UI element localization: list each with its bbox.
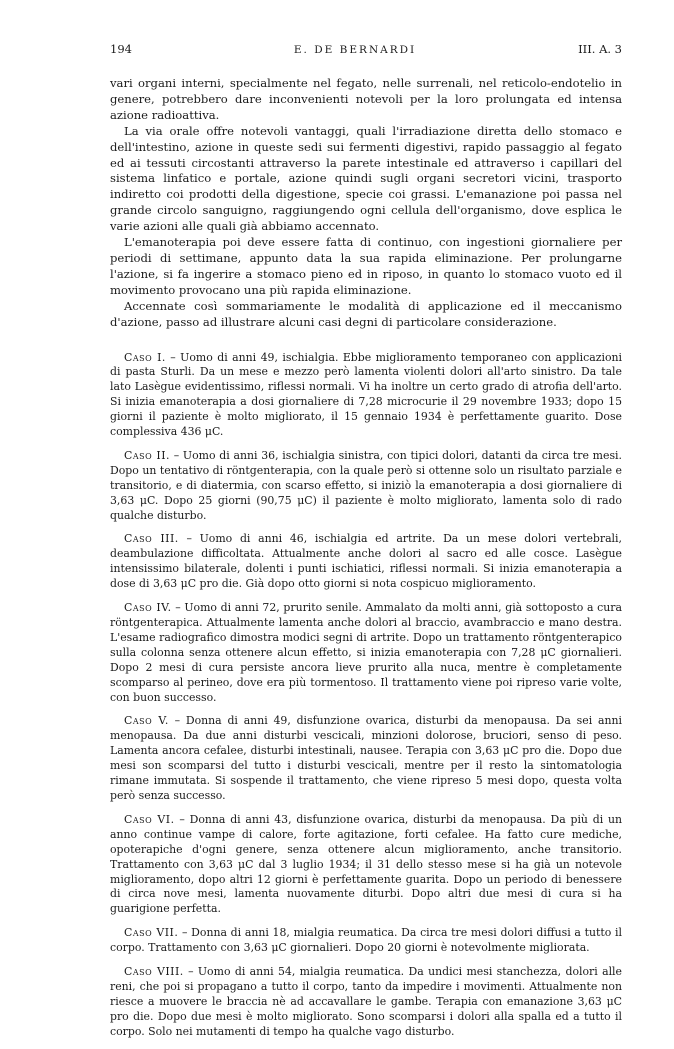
case-label: Caso IV. (124, 601, 172, 615)
case-text: – Donna di anni 18, mialgia reumatica. Da circa tre mesi dolori diffusi a tutto il corpo. Trattamento con 3,63 μC giornalieri. Dopo 20 giorni è notevolmente migliorata. (110, 926, 622, 955)
case-text: – Uomo di anni 46, ischialgia ed artrite. Da un mese dolori vertebrali, deambulazione difficoltata. Attualmente anche dolori al sacro ed alle cosce. Lasègue intensissimo bilaterale, dolenti i punti ischiatici, riflessi normali. Si inizia emanoterapia a dose di 3,63 μC pro die. Già dopo otto giorni si nota cospicuo miglioramento. (110, 532, 622, 591)
case-label: Caso VI. (124, 812, 175, 826)
case-label: Caso I. (124, 350, 166, 364)
case-text: – Uomo di anni 72, prurito senile. Ammalato da molti anni, già sottoposto a cura röntgenterapica. Attualmente lamenta anche dolori al braccio, avambraccio e mano destra. L'esame radiografico dimostra modici segni di artrite. Dopo un trattamento röntgenterapico sulla colonna senza ottenere alcun effetto, si inizia emanoterapia con 7,28 μC giornalieri. Dopo 2 mesi di cura persiste ancora lieve prurito alla nuca, mentre è completamente scomparso al perineo, dove era più tormentoso. Il trattamento viene poi ripreso varie volte, con buon successo. (110, 601, 622, 704)
case-label: Caso VII. (124, 926, 179, 940)
page-number: 194 (110, 42, 132, 56)
body-text (110, 76, 622, 331)
case-text: – Uomo di anni 49, ischialgia. Ebbe miglioramento temporaneo con applicazioni di pasta Sturli. Da un mese e mezzo però lamenta violenti dolori all'arto sinistro. Da tale lato Lasègue evidentissimo, riflessi normali. Vi ha inoltre un certo grado di atrofia dell'arto. Si inizia emanoterapia a dosi giornaliere di 7,28 microcurie il 29 novembre 1933; dopo 15 giorni il paziente è molto migliorato, il 15 gennaio 1934 è perfettamente guarito. Dose complessiva 436 μC. (110, 350, 622, 439)
case-report (110, 965, 622, 1040)
case-text: – Donna di anni 49, disfunzione ovarica, disturbi da menopausa. Da sei anni menopausa. Da due anni disturbi vescicali, minzioni dolorose, bruciori, senso di peso. Lamenta ancora cefalee, disturbi intestinali, nausee. Terapia con 3,63 μC pro die. Dopo due mesi son scomparsi del tutto i disturbi vescicali, mentre per il resto la sintomatologia rimane immutata. Si sospende il trattamento, che viene ripreso 5 mesi dopo, questa volta però senza successo. (110, 714, 622, 802)
running-header (110, 42, 622, 56)
case-label: Caso VIII. (124, 965, 184, 979)
case-text: – Uomo di anni 36, ischialgia sinistra, con tipici dolori, datanti da circa tre mesi. Dopo un tentativo di röntgenterapia, con la quale però si ottenne solo un risultato parziale e transitorio, e di diatermia, con scarso effetto, si iniziò la emanoterapia a dosi giornaliere di 3,63 μC. Dopo 25 giorni (90,75 μC) il paziente è molto migliorato, lamenta solo di rado qualche disturbo. (110, 448, 622, 522)
case-report (110, 714, 622, 803)
paragraph: Accennate così sommariamente le modalità di applicazione ed il meccanismo d'azione, passo ad illustrare alcuni casi degni di particolare considerazione. (110, 298, 622, 329)
case-reports (110, 351, 622, 1040)
case-report (110, 813, 622, 917)
case-text: – Donna di anni 43, disfunzione ovarica, disturbi da menopausa. Da più di un anno continue vampe di calore, forte agitazione, forti cefalee. Ha fatto cure mediche, opoterapiche d'ogni genere, senza ottenere alcun miglioramento, anche transitorio. Trattamento con 3,63 μC dal 3 luglio 1934; il 31 dello stesso mese si ha già un notevole miglioramento, dopo altri 12 giorni è perfettamente guarita. Dopo un periodo di benessere di circa nove mesi, lamenta nuovamente diturbi. Dopo altri due mesi di cura si ha guarigione perfetta. (110, 812, 622, 916)
page (110, 42, 622, 1049)
case-report (110, 926, 622, 956)
case-text: – Uomo di anni 54, mialgia reumatica. Da undici mesi stanchezza, dolori alle reni, che poi si propagano a tutto il corpo, tanto da impedire i movimenti. Attualmente non riesce a muovere le braccia nè ad accavallare le gambe. Terapia con emanazione 3,63 μC pro die. Dopo due mesi è molto migliorato. Sono scomparsi i dolori alla spalla ed a tutto il corpo. Solo nei mutamenti di tempo ha qualche vago disturbo. (110, 965, 622, 1038)
running-author: E. DE BERNARDI (293, 44, 417, 56)
paragraph: vari organi interni, specialmente nel fegato, nelle surrenali, nel reticolo-endotelio in genere, potrebbero dare inconvenienti notevoli per la loro prolungata ed intensa azione radioattiva. (110, 76, 622, 122)
case-report (110, 449, 622, 524)
case-label: Caso V. (124, 714, 169, 728)
case-report (110, 601, 622, 705)
section-number: III. A. 3 (578, 42, 622, 56)
case-label: Caso III. (124, 532, 179, 546)
case-report (110, 351, 622, 440)
paragraph: La via orale offre notevoli vantaggi, quali l'irradiazione diretta dello stomaco e dell'intestino, azione in queste sedi sui fermenti digestivi, rapido passaggio al fegato ed ai tessuti circostanti attraverso la parete intestinale ed attraverso i capillari del sistema linfatico e portale, azione quindi sugli organi secretori vicini, trasporto indiretto coi prodotti della digestione, specie coi grassi. L'emanazione poi passa nel grande circolo sanguigno, raggiungendo ogni cellula dell'organismo, dove esplica le varie azioni alle quali già abbiamo accennato. (110, 123, 622, 234)
case-report (110, 532, 622, 592)
case-label: Caso II. (124, 448, 170, 462)
paragraph: L'emanoterapia poi deve essere fatta di continuo, con ingestioni giornaliere per periodi di settimane, appunto data la sua rapida eliminazione. Per prolungarne l'azione, si fa ingerire a stomaco pieno ed in riposo, in quanto lo stomaco vuoto ed il movimento provocano una più rapida eliminazione. (110, 235, 622, 297)
